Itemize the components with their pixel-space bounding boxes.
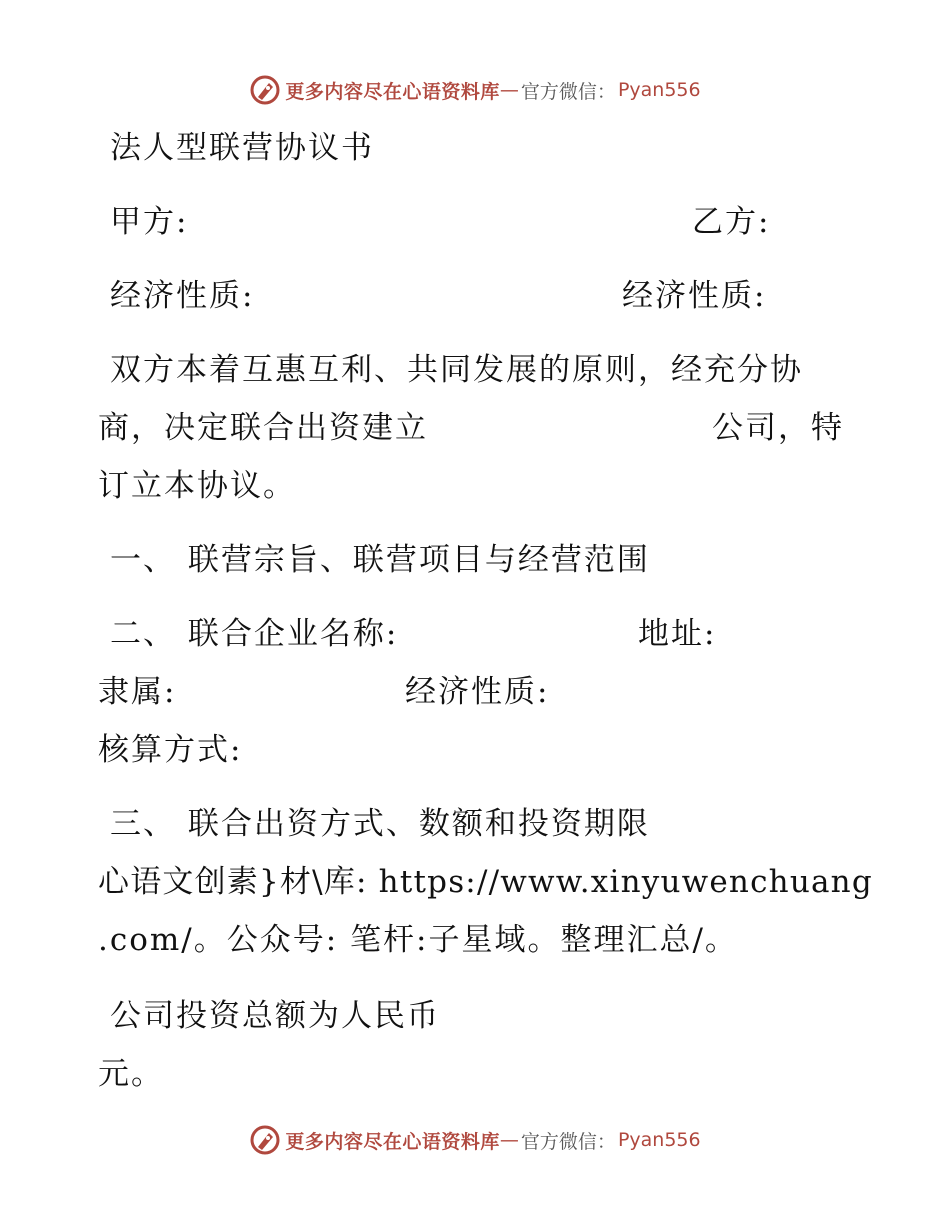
source-note-line-1: 心语文创素}材\库: https://www.xinyuwenchuang — [98, 864, 873, 900]
intro-paragraph-line-2: 商，决定联合出资建立 — [98, 410, 428, 446]
banner-dash: — — [499, 1129, 519, 1151]
banner-main-text: 更多内容尽在心语资料库 — [285, 1130, 500, 1153]
source-note-line-2: .com/。公众号: 笔杆:子星域。整理汇总/。 — [98, 922, 738, 958]
pen-nib-logo-icon — [249, 74, 281, 106]
affiliation-label: 隶属: — [98, 674, 177, 710]
party-b-label: 乙方: — [692, 204, 771, 240]
yuan-text: 元。 — [98, 1056, 164, 1092]
pen-nib-logo-icon — [249, 1124, 281, 1156]
banner-wechat-id: Pyan556 — [617, 1129, 701, 1151]
investment-total-text: 公司投资总额为人民币 — [110, 998, 440, 1034]
footer-watermark-banner — [0, 1120, 950, 1160]
banner-main-text: 更多内容尽在心语资料库 — [285, 80, 500, 103]
accounting-method-label: 核算方式: — [98, 732, 243, 768]
banner-wechat-label: 官方微信： — [520, 1130, 616, 1153]
party-b-nature-label: 经济性质: — [622, 278, 767, 314]
section-2-heading: 二、 联合企业名称: — [110, 616, 399, 652]
document-title: 法人型联营协议书 — [110, 130, 374, 166]
party-a-nature-label: 经济性质: — [110, 278, 255, 314]
intro-paragraph-line-1: 双方本着互惠互利、共同发展的原则，经充分协 — [110, 352, 803, 388]
header-watermark-banner — [0, 70, 950, 110]
address-label: 地址: — [638, 616, 717, 652]
intro-paragraph-line-3: 订立本协议。 — [98, 468, 296, 504]
section-1-heading: 一、 联营宗旨、联营项目与经营范围 — [110, 542, 650, 578]
section-3-heading: 三、 联合出资方式、数额和投资期限 — [110, 806, 650, 842]
intro-company-suffix: 公司，特 — [712, 410, 844, 446]
banner-wechat-id: Pyan556 — [617, 79, 701, 101]
banner-wechat-label: 官方微信： — [520, 80, 616, 103]
party-a-label: 甲方: — [110, 204, 189, 240]
joint-nature-label: 经济性质: — [405, 674, 550, 710]
banner-dash: — — [499, 79, 519, 101]
